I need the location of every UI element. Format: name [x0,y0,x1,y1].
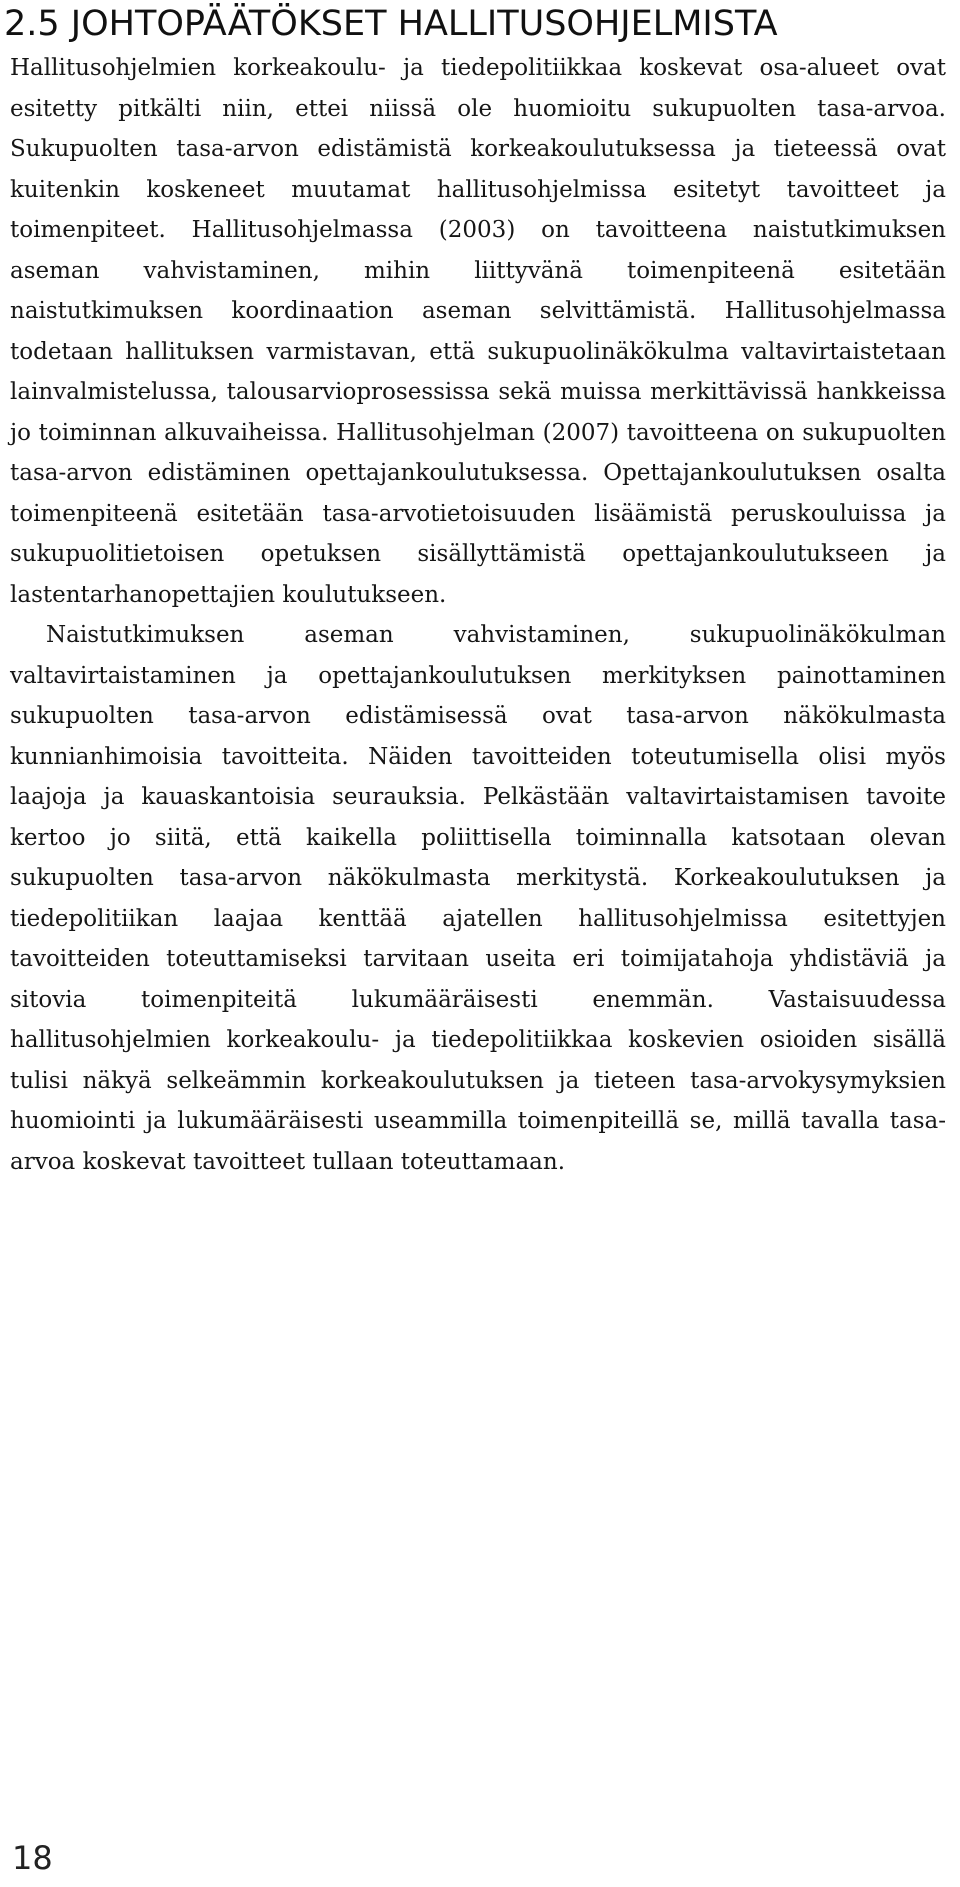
page-number: 18 [12,1839,53,1877]
paragraph-1: Hallitusohjelmien korkeakoulu- ja tiedepolitiikkaa koskevat osa-alueet ovat esitetty pitkälti niin, ettei niissä ole huomioitu sukupuolten tasa-arvoa. Sukupuolten tasa-arvon edistämistä korkeakoulutuksessa ja tieteessä ovat kuitenkin koskeneet muutamat hallitusohjelmissa esitetyt tavoitteet ja toimenpiteet. Hallitusohjelmassa (2003) on tavoitteena naistutkimuksen aseman vahvistaminen, mihin liittyvänä toimenpiteenä esitetään naistutkimuksen koordinaation aseman selvittämistä. Hallitusohjelmassa todetaan hallituksen varmistavan, että sukupuolinäkökulma valtavirtaistetaan lainvalmistelussa, talousarvioprosessissa sekä muissa merkittävissä hankkeissa jo toiminnan alkuvaiheissa. Hallitusohjelman (2007) tavoitteena on sukupuolten tasa-arvon edistäminen opettajankoulutuksessa. Opettajankoulutuksen osalta toimenpiteenä esitetään tasa-arvotietoisuuden lisäämistä peruskouluissa ja sukupuolitietoisen opetuksen sisällyttämistä opettajankoulutukseen ja lastentarhanopettajien koulutukseen. [10,55,946,608]
section-heading: 2.5 JOHTOPÄÄTÖKSET HALLITUSOHJELMISTA [4,4,778,44]
paragraph-2: Naistutkimuksen aseman vahvistaminen, sukupuolinäkökulman valtavirtaistaminen ja opettajankoulutuksen merkityksen painottaminen sukupuolten tasa-arvon edistämisessä ovat tasa-arvon näkökulmasta kunnianhimoisia tavoitteita. Näiden tavoitteiden toteutumisella olisi myös laajoja ja kauaskantoisia seurauksia. Pelkästään valtavirtaistamisen tavoite kertoo jo siitä, että kaikella poliittisella toiminnalla katsotaan olevan sukupuolten tasa-arvon näkökulmasta merkitystä. Korkeakoulutuksen ja tiedepolitiikan laajaa kenttää ajatellen hallitusohjelmissa esitettyjen tavoitteiden toteuttamiseksi tarvitaan useita eri toimijatahoja yhdistäviä ja sitovia toimenpiteitä lukumääräisesti enemmän. Vastaisuudessa hallitusohjelmien korkeakoulu- ja tiedepolitiikkaa koskevien osioiden sisällä tulisi näkyä selkeämmin korkeakoulutuksen ja tieteen tasa-arvokysymyksien huomiointi ja lukumääräisesti useammilla toimenpiteillä se, millä tavalla tasa-arvoa koskevat tavoitteet tullaan toteuttamaan. [10,622,946,1175]
body-text [10,48,946,1182]
